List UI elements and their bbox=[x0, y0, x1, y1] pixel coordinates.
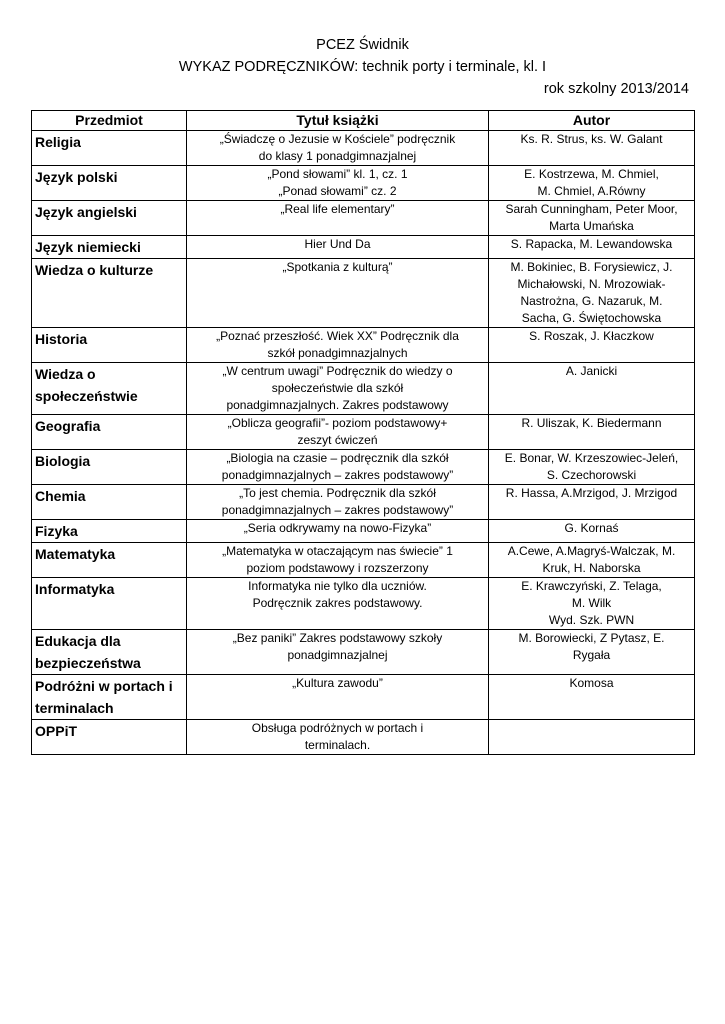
author-line: Nastrożna, G. Nazaruk, M. bbox=[520, 294, 663, 308]
subject-cell bbox=[32, 328, 187, 363]
book-title-cell bbox=[187, 675, 489, 720]
subject-cell bbox=[32, 675, 187, 720]
book-title-cell bbox=[187, 166, 489, 201]
author-line: Kruk, H. Naborska bbox=[542, 561, 641, 575]
book-title-line: Obsługa podróżnych w portach i bbox=[251, 721, 424, 735]
author-cell bbox=[489, 166, 695, 201]
author-cell bbox=[489, 363, 695, 415]
author-line: Ks. R. Strus, ks. W. Galant bbox=[520, 132, 663, 146]
book-title-line: „Kultura zawodu” bbox=[292, 676, 383, 690]
author-cell bbox=[489, 328, 695, 363]
book-title-line: „Oblicza geografii”- poziom podstawowy+ bbox=[227, 416, 448, 430]
subject-cell bbox=[32, 578, 187, 630]
subject-cell bbox=[32, 450, 187, 485]
author-line: E. Krawczyński, Z. Telaga, bbox=[521, 579, 662, 593]
book-title-line: Hier Und Da bbox=[304, 237, 371, 251]
author-cell bbox=[489, 520, 695, 543]
author-line: M. Bokiniec, B. Forysiewicz, J. bbox=[510, 260, 673, 274]
column-header-author: Autor bbox=[489, 111, 695, 131]
subject-line: Wiedza o bbox=[35, 366, 96, 382]
subject-cell bbox=[32, 485, 187, 520]
table-row bbox=[32, 131, 695, 166]
subject-cell bbox=[32, 259, 187, 328]
subject-line: Podróżni w portach i bbox=[35, 678, 173, 694]
table-row bbox=[32, 328, 695, 363]
document-title: WYKAZ PODRĘCZNIKÓW: technik porty i terminale, kl. I bbox=[178, 59, 547, 75]
table-row bbox=[32, 259, 695, 328]
author-line: Sarah Cunningham, Peter Moor, bbox=[505, 202, 678, 216]
column-header-subject: Przedmiot bbox=[32, 111, 187, 131]
author-line: Wyd. Szk. PWN bbox=[548, 613, 635, 627]
author-cell bbox=[489, 485, 695, 520]
book-title-line: ponadgimnazjalnych – zakres podstawowy” bbox=[221, 468, 454, 482]
book-title-cell bbox=[187, 201, 489, 236]
author-line: Michałowski, N. Mrozowiak- bbox=[517, 277, 666, 291]
table-header-row bbox=[32, 111, 695, 131]
author-line: R. Uliszak, K. Biedermann bbox=[521, 416, 662, 430]
subject-line: Geografia bbox=[35, 418, 101, 434]
author-cell bbox=[489, 578, 695, 630]
book-title-line: „Poznać przeszłość. Wiek XX” Podręcznik dla bbox=[216, 329, 459, 343]
author-line: E. Bonar, W. Krzeszowiec-Jeleń, bbox=[504, 451, 679, 465]
table-row bbox=[32, 450, 695, 485]
table-row bbox=[32, 578, 695, 630]
subject-cell bbox=[32, 630, 187, 675]
author-cell bbox=[489, 543, 695, 578]
book-title-line: ponadgimnazjalnej bbox=[287, 648, 388, 662]
subject-cell bbox=[32, 520, 187, 543]
book-title-cell bbox=[187, 543, 489, 578]
author-line: S. Czechorowski bbox=[546, 468, 637, 482]
author-line: E. Kostrzewa, M. Chmiel, bbox=[524, 167, 659, 181]
book-title-cell bbox=[187, 131, 489, 166]
author-line: A. Janicki bbox=[565, 364, 618, 378]
textbook-table bbox=[31, 110, 695, 755]
book-title-cell bbox=[187, 720, 489, 755]
book-title-line: „Seria odkrywamy na nowo-Fizyka” bbox=[243, 521, 432, 535]
book-title-line: szkół ponadgimnazjalnych bbox=[267, 346, 408, 360]
school-year: rok szkolny 2013/2014 bbox=[543, 81, 689, 97]
subject-line: Fizyka bbox=[35, 523, 78, 539]
subject-line: Edukacja dla bbox=[35, 633, 121, 649]
table-row bbox=[32, 363, 695, 415]
table-row bbox=[32, 236, 695, 259]
book-title-line: społeczeństwie dla szkół bbox=[271, 381, 404, 395]
table-row bbox=[32, 485, 695, 520]
book-title-line: „To jest chemia. Podręcznik dla szkół bbox=[239, 486, 436, 500]
book-title-line: Podręcznik zakres podstawowy. bbox=[252, 596, 423, 610]
column-header-title: Tytuł książki bbox=[187, 111, 489, 131]
subject-line: terminalach bbox=[35, 700, 114, 716]
school-name: PCEZ Świdnik bbox=[316, 37, 409, 53]
document-header bbox=[0, 34, 725, 100]
book-title-line: „Biologia na czasie – podręcznik dla szkół bbox=[226, 451, 449, 465]
table-row bbox=[32, 630, 695, 675]
author-line: M. Wilk bbox=[571, 596, 612, 610]
author-line: S. Roszak, J. Kłaczkow bbox=[529, 329, 654, 343]
subject-line: OPPiT bbox=[35, 723, 78, 739]
subject-line: Informatyka bbox=[35, 581, 115, 597]
author-line: A.Cewe, A.Magryś-Walczak, M. bbox=[507, 544, 676, 558]
author-cell bbox=[489, 236, 695, 259]
subject-line: Chemia bbox=[35, 488, 86, 504]
subject-line: społeczeństwie bbox=[35, 388, 138, 404]
table-row bbox=[32, 543, 695, 578]
book-title-cell bbox=[187, 520, 489, 543]
table-row bbox=[32, 720, 695, 755]
subject-cell bbox=[32, 201, 187, 236]
book-title-line: „Ponad słowami” cz. 2 bbox=[278, 184, 397, 198]
book-title-line: poziom podstawowy i rozszerzony bbox=[246, 561, 429, 575]
subject-cell bbox=[32, 363, 187, 415]
table-body bbox=[32, 131, 695, 755]
book-title-line: „Pond słowami” kl. 1, cz. 1 bbox=[267, 167, 408, 181]
book-title-cell bbox=[187, 259, 489, 328]
author-cell bbox=[489, 630, 695, 675]
subject-cell bbox=[32, 236, 187, 259]
author-line: Marta Umańska bbox=[549, 219, 634, 233]
book-title-line: „W centrum uwagi” Podręcznik do wiedzy o bbox=[222, 364, 453, 378]
author-cell bbox=[489, 259, 695, 328]
book-title-cell bbox=[187, 630, 489, 675]
table-row bbox=[32, 415, 695, 450]
author-line: M. Borowiecki, Z Pytasz, E. bbox=[518, 631, 665, 645]
author-line: G. Kornaś bbox=[564, 521, 619, 535]
author-line: Komosa bbox=[569, 676, 614, 690]
book-title-line: „Świadczę o Jezusie w Kościele” podręcznik bbox=[219, 132, 456, 146]
subject-line: Matematyka bbox=[35, 546, 116, 562]
book-title-line: „Real life elementary” bbox=[280, 202, 395, 216]
author-line: R. Hassa, A.Mrzigod, J. Mrzigod bbox=[505, 486, 678, 500]
author-line: S. Rapacka, M. Lewandowska bbox=[510, 237, 673, 251]
subject-cell bbox=[32, 720, 187, 755]
table-row bbox=[32, 675, 695, 720]
subject-line: Język niemiecki bbox=[35, 239, 141, 255]
book-title-line: Informatyka nie tylko dla uczniów. bbox=[248, 579, 427, 593]
book-title-line: „Spotkania z kulturą” bbox=[282, 260, 393, 274]
book-title-line: zeszyt ćwiczeń bbox=[297, 433, 378, 447]
author-cell bbox=[489, 450, 695, 485]
author-cell bbox=[489, 201, 695, 236]
book-title-line: „Bez paniki” Zakres podstawowy szkoły bbox=[232, 631, 443, 645]
subject-line: bezpieczeństwa bbox=[35, 655, 141, 671]
book-title-cell bbox=[187, 415, 489, 450]
subject-line: Język polski bbox=[35, 169, 118, 185]
author-cell bbox=[489, 131, 695, 166]
book-title-cell bbox=[187, 236, 489, 259]
author-cell bbox=[489, 415, 695, 450]
author-cell bbox=[489, 720, 695, 755]
author-line: Sacha, G. Świętochowska bbox=[521, 311, 662, 325]
table-row bbox=[32, 520, 695, 543]
book-title-line: ponadgimnazjalnych – zakres podstawowy” bbox=[221, 503, 454, 517]
table-row bbox=[32, 166, 695, 201]
author-line: M. Chmiel, A.Równy bbox=[537, 184, 646, 198]
book-title-cell bbox=[187, 485, 489, 520]
subject-cell bbox=[32, 415, 187, 450]
subject-cell bbox=[32, 543, 187, 578]
subject-line: Religia bbox=[35, 134, 81, 150]
subject-line: Historia bbox=[35, 331, 88, 347]
subject-cell bbox=[32, 131, 187, 166]
book-title-cell bbox=[187, 450, 489, 485]
subject-line: Język angielski bbox=[35, 204, 137, 220]
book-title-cell bbox=[187, 328, 489, 363]
subject-line: Biologia bbox=[35, 453, 91, 469]
book-title-line: ponadgimnazjalnych. Zakres podstawowy bbox=[226, 398, 449, 412]
author-cell bbox=[489, 675, 695, 720]
book-title-line: do klasy 1 ponadgimnazjalnej bbox=[258, 149, 417, 163]
book-title-cell bbox=[187, 363, 489, 415]
author-line: Rygała bbox=[572, 648, 611, 662]
subject-cell bbox=[32, 166, 187, 201]
book-title-line: „Matematyka w otaczającym nas świecie” 1 bbox=[222, 544, 453, 558]
book-title-cell bbox=[187, 578, 489, 630]
book-title-line: terminalach. bbox=[304, 738, 371, 752]
subject-line: Wiedza o kulturze bbox=[35, 262, 154, 278]
table-row bbox=[32, 201, 695, 236]
